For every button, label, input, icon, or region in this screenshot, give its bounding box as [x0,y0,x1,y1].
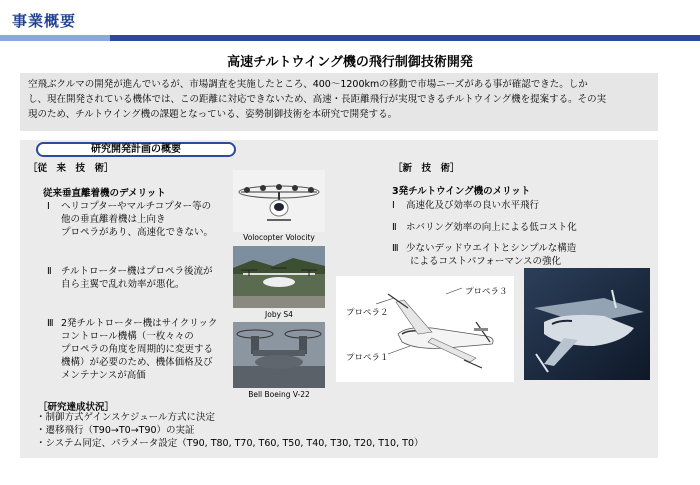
demerit-item-2 [47,265,213,278]
item-number: Ⅰ [392,200,395,211]
summary-box [20,73,658,131]
v22-photo [233,322,325,388]
item-number: Ⅲ [47,318,54,329]
item-line: ヘリコプターやマルチコプター等の [61,201,212,212]
item-number: Ⅰ [47,201,50,212]
item-number: Ⅱ [47,266,52,277]
tiltwing-render [524,268,650,380]
item-line: 少ないデッドウエイトとシンプルな構造 [406,243,577,254]
item-line: ホバリング効率の向上による低コスト化 [406,222,577,233]
summary-line: し、現在開発されている機体では、この距離に対応できないため、高速・長距離飛行が実現できるチルトウイング機を提案する。その実 [28,94,607,105]
item-line: 2発チルトローター機はサイクリック [61,318,218,329]
conventional-heading: ［従 来 技 術］ [28,163,114,174]
demerit-title: 従来垂直離着機のデメリット [43,188,166,199]
page-header-title: 事業概要 [12,12,77,30]
item-line: コントロール機構（一枚々々の [61,331,194,342]
propeller-3-label: プロペラ３ [465,287,508,297]
item-line: 他の垂直離着機は上向き [61,214,166,225]
propeller-2-label: プロペラ２ [346,308,389,318]
item-line: メンテナンスが高価 [61,370,146,381]
status-item: ・システム同定、パラメータ設定（T90, T80, T70, T60, T50, T40, T30, T20, T10, T0） [36,438,424,449]
status-item: ・遷移飛行（T90→T0→T90）の実証 [36,425,195,436]
item-line: プロペラの角度を周期的に変更する [61,344,214,355]
status-item: ・制御方式ゲインスケジュール方式に決定 [36,412,215,423]
item-number: Ⅱ [392,222,397,233]
joby-photo [233,246,325,308]
header-accent [0,35,110,41]
status-heading: ［研究達成状況］ [38,402,115,413]
merit-item-2 [392,221,577,234]
propeller-1-label: プロペラ１ [346,353,389,363]
demerit-item-1 [47,200,211,213]
item-line: 高速化及び効率の良い水平飛行 [406,200,540,211]
main-title: 高速チルトウイング機の飛行制御技術開発 [227,55,473,70]
summary-line: 現のため、チルトウイング機の課題となっている、姿勢制御技術を本研究で開発する。 [28,109,398,120]
item-line: チルトローター機はプロペラ後流が [61,266,213,277]
volocopter-photo [233,170,325,232]
item-line: プロペラがあり、高速化できない。 [61,227,214,238]
item-line: によるコストパフォーマンスの強化 [410,256,562,267]
demerit-item-3 [47,317,217,330]
photo-caption: Volocopter Volocity [243,233,315,242]
merit-title: 3発チルトウイング機のメリット [392,186,531,197]
item-line: 自ら主翼で乱れ効率が悪化。 [61,279,185,290]
item-number: Ⅲ [392,243,399,254]
merit-item-3 [392,242,576,255]
photo-caption: Joby S4 [265,310,293,319]
item-line: 機構）が必要のため、機体価格及び [61,357,213,368]
summary-line: 空飛ぶクルマの開発が進んでいるが、市場調査を実施したところ、400～1200kmの移動で市場ニーズがある事が確認できた。しか [28,79,588,90]
merit-item-1 [392,199,539,212]
new-tech-heading: ［新 技 術］ [393,163,460,174]
photo-caption: Bell Boeing V-22 [248,390,310,399]
plan-title-pill: 研究開発計画の概要 [36,142,236,157]
